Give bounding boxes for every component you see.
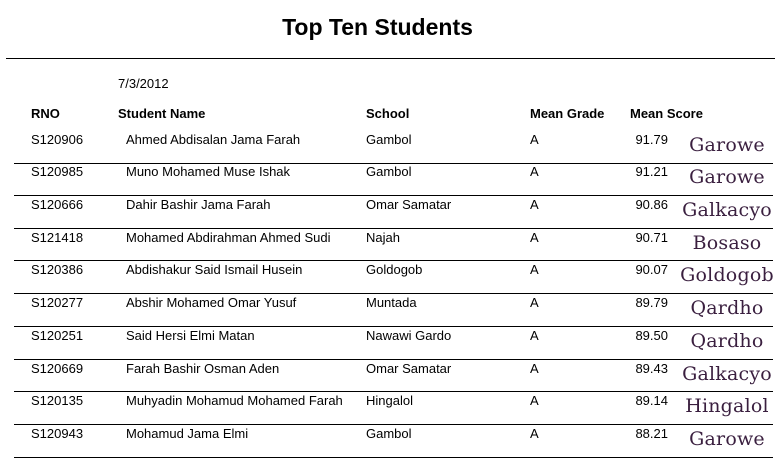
cell-rno: S120669 bbox=[31, 361, 84, 376]
cell-mean-score: 90.07 bbox=[635, 262, 668, 277]
row-divider bbox=[14, 195, 773, 196]
cell-mean-grade: A bbox=[530, 197, 539, 212]
row-divider bbox=[14, 326, 773, 327]
cell-student-name: Farah Bashir Osman Aden bbox=[126, 361, 280, 376]
cell-rno: S120386 bbox=[31, 262, 84, 277]
cell-mean-grade: A bbox=[530, 164, 539, 179]
header-rno: RNO bbox=[31, 106, 60, 121]
table-row bbox=[0, 132, 781, 165]
cell-mean-score: 91.79 bbox=[635, 132, 668, 147]
cell-mean-grade: A bbox=[530, 132, 539, 147]
cell-mean-grade: A bbox=[530, 361, 539, 376]
table-row bbox=[0, 262, 781, 295]
cell-rno: S121418 bbox=[31, 230, 84, 245]
cell-mean-score: 89.14 bbox=[635, 393, 668, 408]
cell-student-name: Muno Mohamed Muse Ishak bbox=[126, 164, 291, 179]
row-divider bbox=[14, 457, 773, 458]
cell-school: Gambol bbox=[366, 426, 412, 441]
cell-region: Galkacyo bbox=[682, 363, 772, 385]
cell-rno: S120251 bbox=[31, 328, 84, 343]
cell-student-name: Ahmed Abdisalan Jama Farah bbox=[126, 132, 301, 147]
cell-rno: S120666 bbox=[31, 197, 84, 212]
cell-school: Hingalol bbox=[366, 393, 413, 408]
cell-rno: S120985 bbox=[31, 164, 84, 179]
cell-region: Qardho bbox=[690, 330, 764, 352]
cell-region: Bosaso bbox=[692, 232, 762, 254]
table-row bbox=[0, 393, 781, 426]
cell-mean-score: 89.50 bbox=[635, 328, 668, 343]
cell-rno: S120906 bbox=[31, 132, 84, 147]
table-row bbox=[0, 295, 781, 328]
cell-student-name: Abshir Mohamed Omar Yusuf bbox=[126, 295, 297, 310]
cell-region: Hingalol bbox=[685, 395, 769, 417]
cell-region: Garowe bbox=[689, 166, 765, 188]
cell-mean-grade: A bbox=[530, 328, 539, 343]
cell-mean-grade: A bbox=[530, 230, 539, 245]
row-divider bbox=[14, 359, 773, 360]
cell-rno: S120277 bbox=[31, 295, 84, 310]
table-row bbox=[0, 361, 781, 394]
header-mean-grade: Mean Grade bbox=[530, 106, 605, 121]
cell-mean-grade: A bbox=[530, 295, 539, 310]
cell-rno: S120135 bbox=[31, 393, 84, 408]
table-row bbox=[0, 328, 781, 361]
header-school: School bbox=[366, 106, 410, 121]
page-title: Top Ten Students bbox=[282, 14, 473, 40]
cell-student-name: Muhyadin Mohamud Mohamed Farah bbox=[126, 393, 343, 408]
cell-mean-score: 89.43 bbox=[635, 361, 668, 376]
table-row bbox=[0, 426, 781, 459]
cell-mean-grade: A bbox=[530, 393, 539, 408]
row-divider bbox=[14, 424, 773, 425]
row-divider bbox=[14, 391, 773, 392]
cell-mean-score: 90.86 bbox=[635, 197, 668, 212]
cell-region: Garowe bbox=[689, 134, 765, 156]
cell-region: Garowe bbox=[689, 428, 765, 450]
cell-school: Nawawi Gardo bbox=[366, 328, 452, 343]
header-mean-score: Mean Score bbox=[630, 106, 703, 121]
header-student-name: Student Name bbox=[118, 106, 206, 121]
row-divider bbox=[14, 228, 773, 229]
cell-mean-score: 89.79 bbox=[635, 295, 668, 310]
cell-region: Goldogob bbox=[680, 264, 774, 286]
table-row bbox=[0, 164, 781, 197]
cell-school: Omar Samatar bbox=[366, 197, 452, 212]
cell-school: Goldogob bbox=[366, 262, 423, 277]
row-divider bbox=[14, 293, 773, 294]
cell-school: Gambol bbox=[366, 164, 412, 179]
report-date: 7/3/2012 bbox=[118, 76, 169, 91]
cell-mean-score: 88.21 bbox=[635, 426, 668, 441]
title-divider bbox=[6, 58, 775, 59]
cell-school: Gambol bbox=[366, 132, 412, 147]
cell-mean-score: 90.71 bbox=[635, 230, 668, 245]
row-divider bbox=[14, 260, 773, 261]
cell-mean-score: 91.21 bbox=[635, 164, 668, 179]
cell-region: Qardho bbox=[690, 297, 764, 319]
cell-student-name: Abdishakur Said Ismail Husein bbox=[126, 262, 303, 277]
cell-mean-grade: A bbox=[530, 426, 539, 441]
cell-student-name: Mohamud Jama Elmi bbox=[126, 426, 249, 441]
cell-school: Muntada bbox=[366, 295, 417, 310]
cell-student-name: Said Hersi Elmi Matan bbox=[126, 328, 255, 343]
cell-school: Najah bbox=[366, 230, 400, 245]
table-row bbox=[0, 230, 781, 263]
cell-mean-grade: A bbox=[530, 262, 539, 277]
table-row bbox=[0, 197, 781, 230]
cell-student-name: Dahir Bashir Jama Farah bbox=[126, 197, 271, 212]
cell-student-name: Mohamed Abdirahman Ahmed Sudi bbox=[126, 230, 331, 245]
cell-region: Galkacyo bbox=[682, 199, 772, 221]
cell-school: Omar Samatar bbox=[366, 361, 452, 376]
cell-rno: S120943 bbox=[31, 426, 84, 441]
